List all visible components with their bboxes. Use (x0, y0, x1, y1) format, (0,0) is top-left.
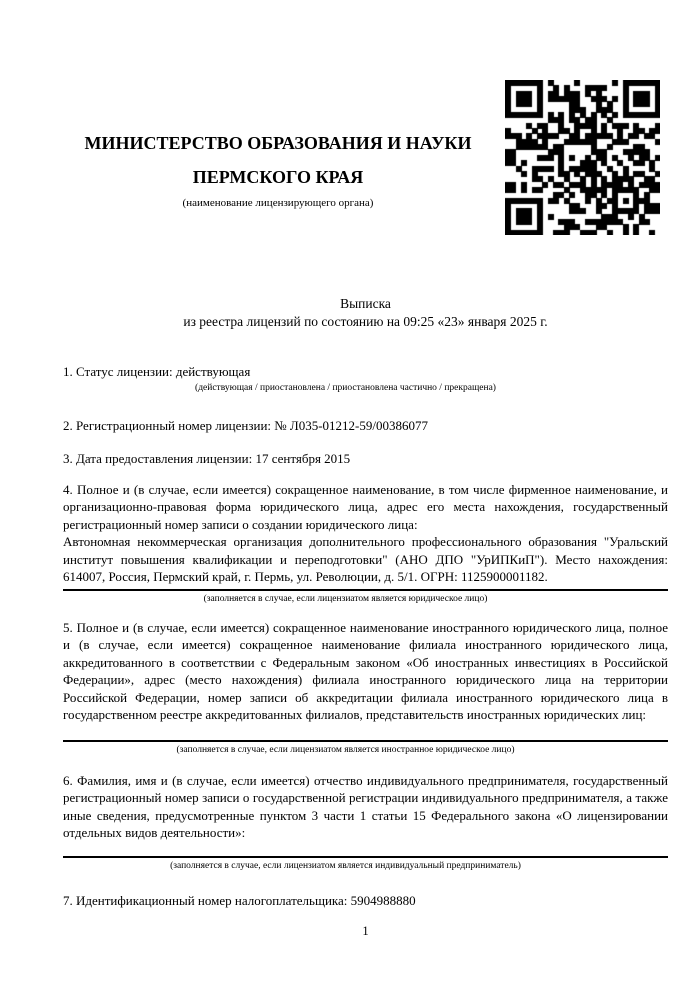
authority-name-line1: МИНИСТЕРСТВО ОБРАЗОВАНИЯ И НАУКИ (84, 133, 472, 153)
title-line1: Выписка (340, 296, 391, 311)
authority-name-line2: ПЕРМСКОГО КРАЯ (192, 167, 364, 187)
item-6-underline (63, 856, 668, 858)
item-4-answer: Автономная некоммерческая организация дополнительного профессионального образования "Уральский институт повышения квалификации и переподготовки" (АНО ДПО "УрИПКиП"). Место нахождения: 614007, Россия, Пермский край, г. Пермь, ул. Революции, д. 5/1. ОГРН: 1125900001182. (63, 534, 668, 584)
item-6-caption: (заполняется в случае, если лицензиатом является индивидуальный предприниматель) (170, 860, 521, 871)
page-number: 1 (362, 924, 369, 938)
document-body (63, 0, 668, 909)
item-1-caption: (действующая / приостановлена / приостановлена частично / прекращена) (195, 382, 496, 393)
item-4-underline (63, 589, 668, 591)
item-6-question: 6. Фамилия, имя и (в случае, если имеется) отчество индивидуального предпринимателя, государственный регистрационный номер записи о государственной регистрации индивидуального предпринимателя, а также иные сведения, предусмотренные пунктом 3 части 1 статьи 15 Федерального закона «О лицензировании отдельных видов деятельности»: (63, 772, 668, 840)
item-4-caption: (заполняется в случае, если лицензиатом является юридическое лицо) (203, 593, 488, 604)
item-5-underline (63, 740, 668, 742)
item-2-registration-number: 2. Регистрационный номер лицензии: № Л035-01212-59/00386077 (63, 417, 429, 433)
item-5-question: 5. Полное и (в случае, если имеется) сокращенное наименование иностранного юридического лица, полное и (в случае, если имеется) сокращенное наименование филиала иностранного юридического лица, аккредитованного в соответствии с Федеральным законом «Об иностранных инвестициях в Российской Федерации», адрес (место нахождения) филиала иностранного юридического лица на территории Российской Федерации, номер записи об аккредитации филиала иностранного юридического лица в государственном реестре аккредитованных филиалов, представительств иностранных юридических лиц: (63, 619, 668, 722)
item-3-grant-date: 3. Дата предоставления лицензии: 17 сентября 2015 (63, 451, 351, 466)
item-7-taxpayer-number: 7. Идентификационный номер налогоплательщика: 5904988880 (63, 892, 416, 908)
document-title (63, 295, 668, 331)
item-1-license-status: 1. Статус лицензии: действующая (63, 364, 251, 379)
title-line2: из реестра лицензий по состоянию на 09:25 «23» января 2025 г. (183, 314, 548, 329)
item-4-question: 4. Полное и (в случае, если имеется) сокращенное наименование, в том числе фирменное наименование, и организационно-правовая форма юридического лица, адрес его места нахождения, государственный регистрационный номер записи о создании юридического лица: (63, 481, 668, 532)
item-5-caption: (заполняется в случае, если лицензиатом является иностранное юридическое лицо) (176, 744, 515, 755)
authority-caption: (наименование лицензирующего органа) (182, 197, 374, 209)
